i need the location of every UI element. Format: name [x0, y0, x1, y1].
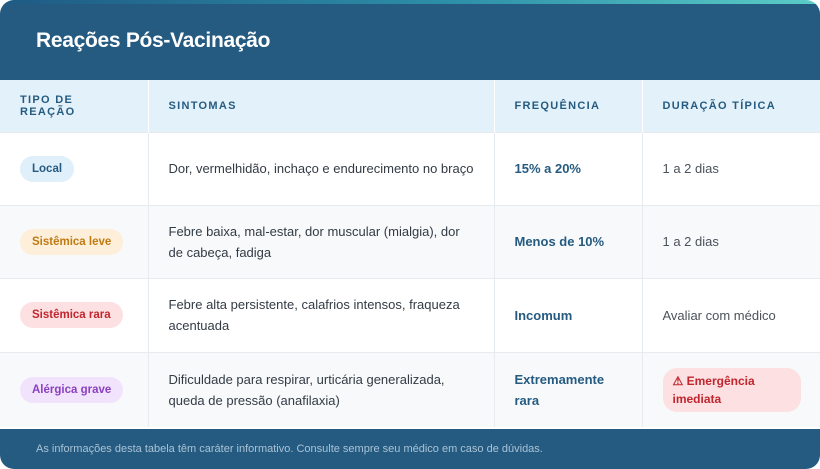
- table-row: [0, 352, 820, 427]
- page-title: Reações Pós-Vacinação: [36, 29, 271, 52]
- reaction-type-badge: Local: [20, 156, 74, 182]
- emergency-alert-badge: ⚠ Emergência imediata: [663, 368, 801, 412]
- disclaimer-text: As informações desta tabela têm caráter informativo. Consulte sempre seu médico em caso de dúvidas.: [36, 443, 543, 455]
- column-header-frequency: FREQUÊNCIA: [494, 80, 642, 132]
- column-header-symptoms: SINTOMAS: [148, 80, 494, 132]
- frequency-value: Menos de 10%: [514, 234, 605, 249]
- reaction-type-badge: Sistêmica leve: [20, 229, 123, 255]
- duration-value: 1 a 2 dias: [662, 161, 719, 176]
- column-header-duration: DURAÇÃO TÍPICA: [662, 99, 777, 112]
- frequency-value: Extremamente rara: [514, 371, 605, 408]
- reaction-type-badge: Alérgica grave: [20, 377, 123, 403]
- duration-value: 1 a 2 dias: [662, 234, 719, 249]
- reactions-table: [0, 80, 820, 427]
- table-row: [0, 278, 820, 352]
- frequency-value: 15% a 20%: [514, 161, 581, 176]
- duration-value: Avaliar com médico: [662, 307, 776, 323]
- frequency-value: Incomum: [514, 307, 573, 323]
- card-footer: [0, 429, 820, 469]
- symptoms-cell: Dificuldade para respirar, urticária generalizada, queda de pressão (anafilaxia): [148, 352, 494, 427]
- symptoms-cell: Dor, vermelhidão, inchaço e endurecimento no braço: [148, 132, 494, 205]
- column-header-type: TIPO DE REAÇÃO: [0, 80, 148, 132]
- reaction-type-badge: Sistêmica rara: [20, 302, 123, 328]
- symptoms-cell: Febre alta persistente, calafrios intensos, fraqueza acentuada: [148, 278, 494, 352]
- table-row: [0, 205, 820, 278]
- table-row: [0, 132, 820, 205]
- table-header-row: [0, 80, 820, 132]
- symptoms-cell: Febre baixa, mal-estar, dor muscular (mialgia), dor de cabeça, fadiga: [148, 205, 494, 278]
- card-header: [0, 4, 820, 80]
